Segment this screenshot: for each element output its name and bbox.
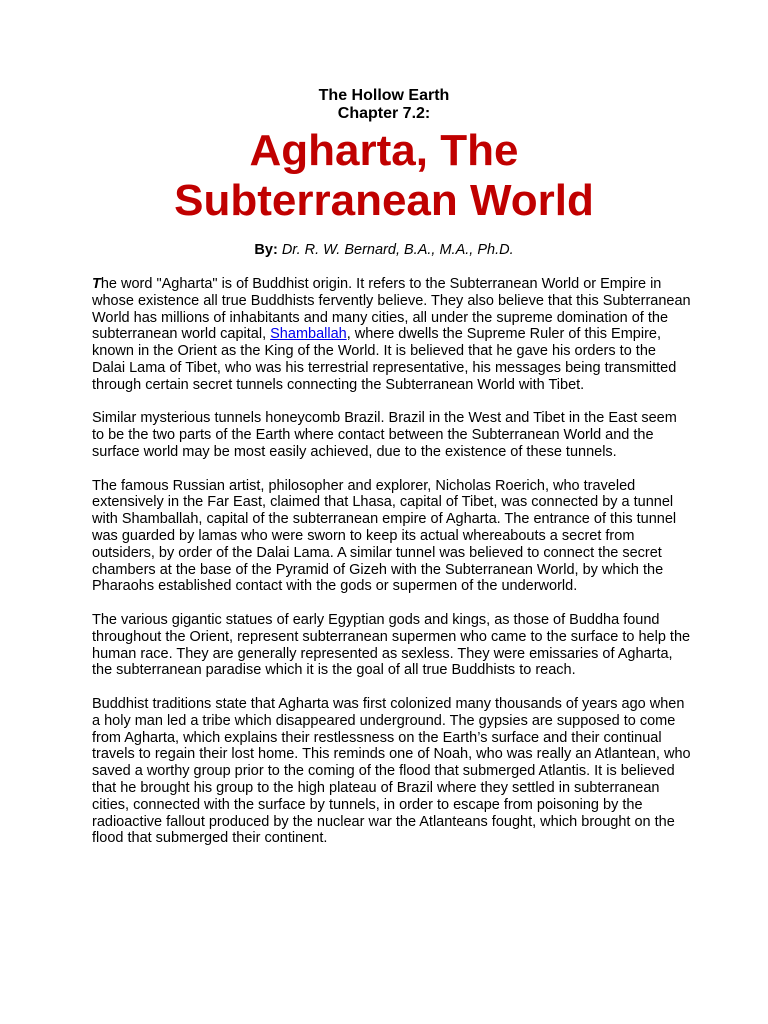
byline	[0, 241, 768, 259]
byline-label: By:	[254, 242, 278, 258]
byline-author: Dr. R. W. Bernard, B.A., M.A., Ph.D.	[281, 242, 514, 258]
paragraph-1-text-a: he word "Agharta" is of Buddhist origin. It refers to the Subterranean World or Empire in whose existence all true Buddhists fervently believe. They also believe that this Subterranean World has millions of inhabitants and many cities, all under the supreme domination of the subterranean world capital,	[92, 276, 691, 343]
paragraph-2: Similar mysterious tunnels honeycomb Brazil. Brazil in the West and Tibet in the East seem to be the two parts of the Earth where contact between the Subterranean World and the surface world may be most easily achieved, due to the existence of these tunnels.	[92, 410, 677, 460]
page-title-line-1: Agharta, The	[249, 126, 519, 175]
paragraph-1-text-b: , where dwells the Supreme Ruler of this Empire, known in the Orient as the King of the World. It is believed that he gave his orders to the Dalai Lama of Tibet, who was his terrestrial representative, his messages being transmitted through certain secret tunnels connecting the Subterranean World with Tibet.	[92, 326, 677, 393]
chapter-label: Chapter 7.2:	[337, 105, 431, 122]
article-body	[92, 276, 692, 864]
paragraph-1	[92, 276, 692, 394]
page-title-line-2: Subterranean World	[174, 176, 594, 225]
page-title	[0, 126, 768, 226]
paragraph-4: The various gigantic statues of early Egyptian gods and kings, as those of Buddha found throughout the Orient, represent subterranean supermen who came to the surface to help the human race. They are generally represented as sexless. They were emissaries of Agharta, the subterranean paradise which it is the goal of all true Buddhists to reach.	[92, 611, 691, 679]
series-title: The Hollow Earth	[318, 87, 450, 104]
shamballah-link[interactable]: Shamballah	[270, 326, 347, 343]
drop-cap: T	[92, 276, 101, 292]
document-header	[0, 87, 768, 123]
paragraph-3: The famous Russian artist, philosopher and explorer, Nicholas Roerich, who traveled extensively in the Far East, claimed that Lhasa, capital of Tibet, was connected by a tunnel with Shamballah, capital of the subterranean empire of Agharta. The entrance of this tunnel was guarded by lamas who were sworn to keep its actual whereabouts a secret from outsiders, by order of the Dalai Lama. A similar tunnel was believed to connect the secret chambers at the base of the Pyramid of Gizeh with the Subterranean World, by which the Pharaohs established contact with the gods or supermen of the underworld.	[92, 477, 677, 595]
paragraph-5: Buddhist traditions state that Agharta was first colonized many thousands of years ago when a holy man led a tribe which disappeared underground. The gypsies are supposed to come from Agharta, which explains their restlessness on the Earth’s surface and their continual travels to regain their lost home. This reminds one of Noah, who was really an Atlantean, who saved a worthy group prior to the coming of the flood that submerged Atlantis. It is believed that he brought his group to the high plateau of Brazil where they settled in subterranean cities, connected with the surface by tunnels, in order to escape from poisoning by the radioactive fallout produced by the nuclear war the Atlanteans fought, which brought on the flood that submerged their continent.	[92, 695, 691, 847]
